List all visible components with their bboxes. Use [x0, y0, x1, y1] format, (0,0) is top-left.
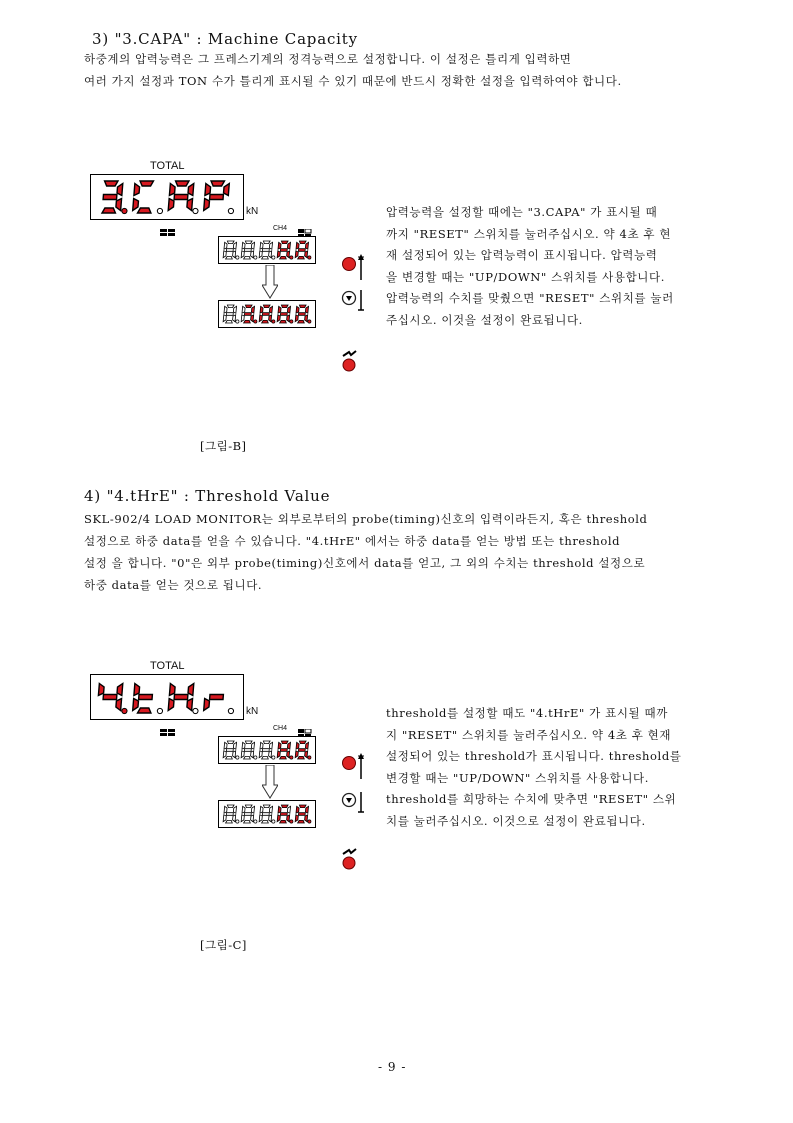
segment-d: [226, 756, 233, 759]
decimal-point: [272, 820, 275, 823]
segment-f: [224, 306, 227, 313]
segment-b: [251, 242, 254, 249]
decimal-point: [272, 320, 275, 323]
segment-d: [244, 256, 251, 259]
segment-c: [116, 199, 122, 211]
segment-f: [205, 684, 211, 696]
ch-label: CH4: [273, 725, 288, 732]
segment-b: [305, 742, 308, 749]
new-value-display: [218, 300, 316, 328]
segment-g: [226, 249, 233, 252]
segment-a: [299, 241, 306, 244]
segment-c: [233, 315, 236, 322]
segment-f: [242, 806, 245, 813]
segment-a: [211, 181, 224, 186]
segment-c: [305, 251, 308, 258]
segment-a: [281, 241, 288, 244]
segment-a: [263, 241, 270, 244]
segment-f: [98, 684, 104, 696]
decimal-point: [254, 256, 257, 259]
segment-c: [251, 815, 254, 822]
decimal-point: [308, 756, 311, 759]
segment-c: [269, 751, 272, 758]
segment-e: [259, 315, 262, 322]
segment-c: [305, 815, 308, 822]
segment-d: [138, 708, 151, 713]
decimal-point: [290, 820, 293, 823]
segment-g: [262, 813, 269, 816]
segment-a: [227, 241, 234, 244]
segment-c: [222, 699, 228, 711]
reset-button[interactable]: [340, 350, 360, 378]
decimal-point: [122, 708, 127, 713]
segment-e: [259, 251, 262, 258]
segment-e: [223, 315, 226, 322]
total-label: TOTAL: [150, 660, 185, 672]
segment-f: [205, 184, 211, 196]
figure-b: [90, 160, 350, 380]
segment-b: [251, 742, 254, 749]
segment-g: [174, 195, 188, 200]
total-label: TOTAL: [150, 160, 185, 172]
segment-e: [97, 199, 103, 211]
segment-f: [260, 806, 263, 813]
segment-b: [224, 184, 230, 196]
segment-a: [176, 681, 189, 686]
segment-c: [251, 751, 254, 758]
segment-d: [102, 708, 115, 713]
segment-b: [305, 306, 308, 313]
segment-d: [173, 208, 186, 213]
segment-a: [245, 305, 252, 308]
segment-c: [287, 815, 290, 822]
segment-d: [298, 320, 305, 323]
segment-e: [295, 315, 298, 322]
segment-f: [134, 684, 140, 696]
segment-g: [280, 249, 287, 252]
current-value-display: [218, 736, 316, 764]
segment-a: [105, 681, 118, 686]
segment-g: [174, 695, 188, 700]
segment-d: [244, 820, 251, 823]
segment-f: [278, 806, 281, 813]
segment-e: [241, 751, 244, 758]
segment-f: [296, 242, 299, 249]
segment-e: [204, 699, 210, 711]
segment-f: [169, 184, 175, 196]
segment-g: [298, 249, 305, 252]
segment-b: [269, 806, 272, 813]
segment-f: [296, 742, 299, 749]
segment-c: [116, 699, 122, 711]
segment-f: [260, 742, 263, 749]
up-button[interactable]: [341, 753, 367, 785]
segment-b: [117, 684, 123, 696]
segment-b: [153, 184, 159, 196]
segment-f: [260, 306, 263, 313]
segment-c: [251, 315, 254, 322]
segment-a: [211, 681, 224, 686]
decimal-point: [272, 756, 275, 759]
segment-e: [295, 815, 298, 822]
segment-b: [269, 306, 272, 313]
segment-b: [233, 242, 236, 249]
segment-e: [168, 199, 174, 211]
segment-d: [226, 256, 233, 259]
segment-e: [133, 699, 139, 711]
page-number: - 9 -: [378, 1060, 407, 1074]
segment-c: [187, 699, 193, 711]
section-4-paragraph: SKL-902/4 LOAD MONITOR는 외부로부터의 probe(timing)신호의 입력이라든지, 혹은 threshold 설정으로 하중 data를 얻을 수 있습니다. "4.tHrE" 에서는 하중 data를 얻는 방법 또는 threshold 설정 을 합니다. "0"은 외부 probe(timing)신호에서 data를 얻고, 그 외의 수치는 threshold 설정으로 하중 data를 얻는 것으로 됩니다.: [84, 512, 648, 592]
segment-b: [305, 806, 308, 813]
segment-g: [244, 749, 251, 752]
down-arrow-icon: [262, 765, 278, 803]
segment-g: [298, 749, 305, 752]
unit-label: kN: [246, 706, 259, 717]
segment-f: [278, 242, 281, 249]
segment-b: [287, 306, 290, 313]
segment-b: [233, 306, 236, 313]
down-button[interactable]: [341, 290, 367, 320]
segment-g: [103, 195, 117, 200]
decimal-point: [193, 708, 198, 713]
segment-c: [287, 751, 290, 758]
segment-b: [188, 684, 194, 696]
segment-f: [242, 742, 245, 749]
section-4-description: threshold를 설정할 때도 "4.tHrE" 가 표시될 때까 지 "RESET" 스위치를 눌러주십시오. 약 4초 후 현재 설정되어 있는 threshold가 표시됩니다. threshold를 변경할 때는 "UP/DOWN" 스위치를 사용합니다. threshold를 희망하는 수치에 맞추면 "RESET" 스위 치를 눌러주십시오. 이것으로 설정이 완료됩니다.: [386, 706, 682, 828]
decimal-point: [308, 820, 311, 823]
segment-b: [153, 684, 159, 696]
new-value-display: [218, 800, 316, 828]
segment-c: [233, 251, 236, 258]
segment-e: [223, 751, 226, 758]
segment-g: [280, 813, 287, 816]
decimal-point: [272, 256, 275, 259]
segment-d: [298, 820, 305, 823]
segment-g: [210, 695, 224, 700]
segment-c: [305, 751, 308, 758]
segment-e: [277, 251, 280, 258]
section-3-description: 압력능력을 설정할 때에는 "3.CAPA" 가 표시될 때 까지 "RESET" 스위치를 눌러주십시오. 약 4초 후 현 재 설정되어 있는 압력능력이 표시됩니다. 압력능력 을 변경할 때는 "UP/DOWN" 스위치를 사용합니다. 압력능력의 수치를 맞췄으면 "RESET" 스위치를 눌러 주십시오. 이것을 설정이 완료됩니다.: [386, 205, 674, 327]
segment-e: [133, 199, 139, 211]
segment-a: [299, 741, 306, 744]
segment-b: [287, 806, 290, 813]
reset-button[interactable]: [340, 848, 360, 876]
segment-b: [188, 184, 194, 196]
segment-c: [151, 699, 157, 711]
segment-g: [280, 749, 287, 752]
segment-b: [233, 742, 236, 749]
segment-a: [140, 681, 153, 686]
segment-c: [287, 251, 290, 258]
segment-a: [227, 805, 234, 808]
section-4-heading: 4) "4.tHrE" : Threshold Value: [84, 487, 331, 505]
segment-f: [242, 242, 245, 249]
segment-a: [299, 305, 306, 308]
segment-e: [295, 251, 298, 258]
segment-f: [224, 242, 227, 249]
segment-a: [263, 805, 270, 808]
segment-d: [226, 820, 233, 823]
segment-f: [260, 242, 263, 249]
segment-b: [287, 742, 290, 749]
big-7seg-display: [91, 675, 243, 719]
segment-c: [269, 251, 272, 258]
up-button[interactable]: [341, 254, 367, 286]
decimal-point: [236, 256, 239, 259]
segment-f: [296, 306, 299, 313]
segment-a: [245, 741, 252, 744]
segment-f: [98, 184, 104, 196]
segment-c: [305, 315, 308, 322]
segment-d: [244, 320, 251, 323]
segment-f: [169, 684, 175, 696]
segment-e: [97, 699, 103, 711]
segment-b: [269, 242, 272, 249]
small-7seg-display-1: [219, 237, 315, 263]
segment-d: [262, 256, 269, 259]
segment-d: [262, 820, 269, 823]
segment-d: [102, 208, 115, 213]
segment-d: [280, 256, 287, 259]
segment-d: [262, 756, 269, 759]
decimal-point: [122, 208, 127, 213]
segment-b: [251, 806, 254, 813]
decimal-point: [290, 756, 293, 759]
decimal-point: [228, 208, 233, 213]
decimal-point: [308, 320, 311, 323]
segment-e: [259, 751, 262, 758]
section-3-heading: 3) "3.CAPA" : Machine Capacity: [92, 30, 358, 48]
segment-g: [139, 695, 153, 700]
segment-d: [298, 756, 305, 759]
channel-indicator-icon: [160, 722, 176, 741]
segment-d: [209, 708, 222, 713]
figure-c: [90, 660, 350, 880]
down-arrow-icon: [262, 265, 278, 303]
segment-b: [224, 684, 230, 696]
decimal-point: [157, 208, 162, 213]
segment-c: [151, 199, 157, 211]
segment-d: [226, 320, 233, 323]
segment-a: [263, 741, 270, 744]
decimal-point: [290, 256, 293, 259]
segment-g: [262, 313, 269, 316]
segment-g: [244, 313, 251, 316]
decimal-point: [290, 320, 293, 323]
segment-g: [226, 313, 233, 316]
segment-b: [305, 242, 308, 249]
segment-e: [277, 815, 280, 822]
segment-c: [187, 199, 193, 211]
segment-d: [173, 708, 186, 713]
segment-e: [168, 699, 174, 711]
segment-f: [224, 806, 227, 813]
segment-c: [233, 751, 236, 758]
segment-f: [278, 742, 281, 749]
segment-a: [281, 805, 288, 808]
decimal-point: [308, 256, 311, 259]
segment-a: [263, 305, 270, 308]
unit-label: kN: [246, 206, 259, 217]
total-display: [90, 674, 244, 720]
segment-c: [233, 815, 236, 822]
segment-f: [224, 742, 227, 749]
segment-g: [139, 195, 153, 200]
segment-c: [269, 815, 272, 822]
segment-e: [223, 251, 226, 258]
segment-f: [278, 306, 281, 313]
segment-e: [295, 751, 298, 758]
decimal-point: [157, 708, 162, 713]
small-7seg-display-1: [219, 737, 315, 763]
segment-b: [233, 806, 236, 813]
segment-c: [287, 315, 290, 322]
segment-e: [259, 815, 262, 822]
segment-d: [280, 756, 287, 759]
segment-g: [210, 195, 224, 200]
segment-e: [241, 251, 244, 258]
segment-e: [277, 751, 280, 758]
segment-d: [280, 820, 287, 823]
section-3-paragraph: 하중계의 압력능력은 그 프레스기계의 정격능력으로 설정합니다. 이 설정은 틀리게 입력하면 여러 가지 설정과 TON 수가 틀리게 표시될 수 있기 때문에 반드시 정확한 설정을 입력하여야 합니다.: [84, 52, 622, 88]
segment-c: [269, 315, 272, 322]
segment-a: [105, 181, 118, 186]
segment-b: [269, 742, 272, 749]
segment-g: [226, 749, 233, 752]
ch-label: CH4: [273, 225, 288, 232]
decimal-point: [254, 820, 257, 823]
segment-g: [298, 813, 305, 816]
segment-c: [222, 199, 228, 211]
segment-b: [117, 184, 123, 196]
small-7seg-display-2: [219, 301, 315, 327]
decimal-point: [236, 820, 239, 823]
segment-a: [227, 305, 234, 308]
segment-g: [226, 813, 233, 816]
segment-f: [296, 806, 299, 813]
small-7seg-display-2: [219, 801, 315, 827]
decimal-point: [254, 320, 257, 323]
decimal-point: [236, 320, 239, 323]
decimal-point: [236, 756, 239, 759]
segment-d: [138, 208, 151, 213]
big-7seg-display: [91, 175, 243, 219]
segment-g: [262, 749, 269, 752]
segment-d: [244, 756, 251, 759]
total-display: [90, 174, 244, 220]
segment-g: [244, 813, 251, 816]
segment-g: [244, 249, 251, 252]
segment-d: [280, 320, 287, 323]
current-value-display: [218, 236, 316, 264]
decimal-point: [228, 708, 233, 713]
segment-c: [251, 251, 254, 258]
segment-g: [262, 249, 269, 252]
segment-g: [103, 695, 117, 700]
segment-g: [298, 313, 305, 316]
figure-b-caption: [그림-B]: [200, 439, 247, 453]
segment-b: [251, 306, 254, 313]
segment-a: [299, 805, 306, 808]
channel-indicator-icon: [160, 222, 176, 241]
segment-a: [176, 181, 189, 186]
segment-d: [209, 208, 222, 213]
segment-b: [287, 242, 290, 249]
segment-e: [241, 315, 244, 322]
segment-g: [280, 313, 287, 316]
segment-f: [242, 306, 245, 313]
down-button[interactable]: [341, 792, 367, 822]
decimal-point: [254, 756, 257, 759]
segment-d: [262, 320, 269, 323]
segment-a: [281, 305, 288, 308]
segment-a: [281, 741, 288, 744]
segment-a: [140, 181, 153, 186]
segment-a: [245, 805, 252, 808]
decimal-point: [193, 208, 198, 213]
segment-a: [245, 241, 252, 244]
segment-e: [204, 199, 210, 211]
segment-e: [241, 815, 244, 822]
segment-d: [298, 256, 305, 259]
figure-c-caption: [그림-C]: [200, 938, 247, 952]
segment-f: [134, 184, 140, 196]
segment-e: [277, 315, 280, 322]
segment-a: [227, 741, 234, 744]
segment-e: [223, 815, 226, 822]
